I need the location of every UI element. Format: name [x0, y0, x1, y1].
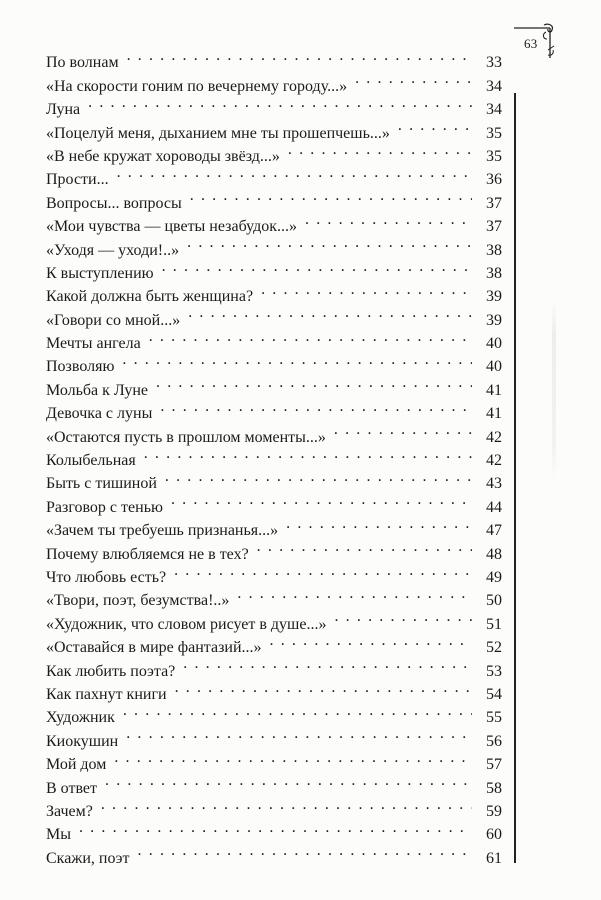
toc-entry-page: 57 [486, 756, 502, 774]
toc-entry-page: 39 [486, 288, 502, 306]
toc-dot-leader [257, 535, 472, 558]
toc-entry-page: 43 [486, 475, 502, 493]
toc-entry-title: Прости... [46, 171, 109, 189]
toc-entry-title: «Зачем ты требуешь признанья...» [46, 522, 279, 540]
toc-entry [46, 114, 502, 142]
toc-entry-title: По волнам [46, 54, 119, 72]
toc-entry-page: 59 [486, 802, 502, 820]
toc-entry-page: 35 [486, 124, 502, 142]
toc-dot-leader [171, 488, 472, 511]
toc-entry-page: 38 [486, 241, 502, 259]
toc-dot-leader [174, 559, 472, 582]
toc-dot-leader [288, 138, 472, 161]
toc-dot-leader [175, 676, 472, 699]
toc-entry-title: В ответ [46, 779, 98, 797]
toc-dot-leader [165, 465, 472, 488]
toc-entry-page: 41 [486, 381, 502, 399]
toc-entry-page: 39 [486, 311, 502, 329]
toc-dot-leader [79, 816, 472, 839]
toc-entry-title: Какой должна быть женщина? [46, 288, 254, 306]
toc-entry-page: 47 [486, 522, 502, 540]
toc-entry-title: Киокушин [46, 732, 119, 750]
bleed-through-mark [552, 300, 556, 480]
toc-entry-page: 55 [486, 709, 502, 727]
toc-dot-leader [105, 769, 472, 792]
toc-entry-page: 34 [486, 77, 502, 95]
toc-entry-page: 37 [486, 194, 502, 212]
toc-entry-title: Почему влюбляемся не в тех? [46, 545, 249, 563]
toc-entry-page: 40 [486, 335, 502, 353]
toc-dot-leader [149, 325, 472, 348]
toc-dot-leader [183, 652, 472, 675]
toc-entry [46, 793, 502, 820]
toc-entry-title: «Художник, что словом рисует в душе...» [46, 615, 327, 633]
toc-entry-title: Луна [46, 101, 81, 119]
toc-entry-page: 36 [486, 171, 502, 189]
toc-dot-leader [88, 91, 472, 114]
toc-entry [46, 839, 502, 867]
toc-entry-title: Как пахнут книги [46, 685, 167, 703]
toc-entry-title: Позволяю [46, 358, 115, 376]
toc-entry-title: Разговор с тенью [46, 498, 163, 516]
toc-dot-leader [334, 605, 472, 628]
toc-entry-title: Что любовь есть? [46, 568, 167, 586]
toc-dot-leader [190, 184, 472, 207]
toc-dot-leader [188, 301, 472, 324]
toc-entry [46, 44, 502, 72]
toc-dot-leader [237, 582, 472, 605]
toc-entry-title: «Твори, поэт, безумства!..» [46, 592, 230, 610]
toc-entry-page: 49 [486, 568, 502, 586]
toc-entry-title: «Поцелуй меня, дыханием мне ты прошепчешь...» [46, 124, 390, 142]
toc-dot-leader [270, 629, 472, 652]
toc-entry-page: 41 [486, 405, 502, 423]
toc-entry [46, 746, 502, 774]
toc-entry-title: Художник [46, 709, 115, 727]
toc-entry-title: К выступлению [46, 264, 154, 282]
toc-dot-leader [398, 114, 472, 137]
toc-entry-page: 42 [486, 428, 502, 446]
toc-entry-title: Мы [46, 826, 71, 844]
toc-entry-page: 38 [486, 264, 502, 282]
toc-entry-title: «Оставайся в мире фантазий...» [46, 639, 262, 657]
toc-entry-title: Зачем? [46, 802, 93, 820]
toc-entry-page: 48 [486, 545, 502, 563]
toc-dot-leader [355, 67, 472, 90]
right-vertical-rule [514, 93, 516, 863]
toc-dot-leader [156, 371, 472, 394]
toc-entry-title: «Говори со мной...» [46, 311, 181, 329]
toc-entry-page: 61 [486, 849, 502, 867]
toc-entry-page: 44 [486, 498, 502, 516]
toc-entry [46, 184, 502, 212]
toc-entry-page: 50 [486, 592, 502, 610]
page-number: 63 [524, 36, 538, 51]
toc-entry [46, 769, 502, 797]
toc-dot-leader [261, 278, 472, 301]
toc-dot-leader [122, 348, 472, 371]
toc-entry-page: 40 [486, 358, 502, 376]
toc-entry-page: 54 [486, 685, 502, 703]
toc-entry-title: Мой дом [46, 756, 107, 774]
toc-dot-leader [286, 512, 472, 535]
toc-entry-title: «Уходя — уходи!..» [46, 241, 180, 259]
toc-dot-leader [126, 722, 472, 745]
toc-entry-title: «Мои чувства — цветы незабудок...» [46, 218, 298, 236]
toc-dot-leader [144, 442, 472, 465]
toc-entry-page: 53 [486, 662, 502, 680]
toc-dot-leader [123, 699, 472, 722]
toc-entry-page: 42 [486, 452, 502, 470]
toc-dot-leader [334, 418, 472, 441]
toc-entry-title: Мечты ангела [46, 335, 141, 353]
toc-entry-title: Мольба к Луне [46, 381, 149, 399]
toc-dot-leader [162, 255, 472, 278]
toc-entry-title: Быть с тишиной [46, 475, 157, 493]
toc-entry-page: 37 [486, 218, 502, 236]
toc-entry-page: 58 [486, 779, 502, 797]
toc-entry-title: «Остаются пусть в прошлом моменты...» [46, 428, 326, 446]
toc-dot-leader [187, 231, 472, 254]
toc-entry-title: Скажи, поэт [46, 849, 130, 867]
toc-entry-title: Колыбельная [46, 452, 136, 470]
toc-entry [46, 816, 502, 844]
toc-dot-leader [138, 839, 472, 862]
toc-entry [46, 91, 502, 119]
toc-entry-page: 52 [486, 639, 502, 657]
toc-entry-title: «На скорости гоним по вечернему городу...» [46, 77, 348, 95]
toc-entry-page: 35 [486, 147, 502, 165]
toc-entry-page: 33 [486, 54, 502, 72]
toc-dot-leader [114, 746, 472, 769]
page-number-area [510, 22, 560, 64]
toc-entry-page: 56 [486, 732, 502, 750]
toc-dot-leader [127, 44, 472, 67]
toc-entry-title: Как любить поэта? [46, 662, 176, 680]
toc-dot-leader [305, 208, 472, 231]
toc-entry-page: 51 [486, 615, 502, 633]
toc-dot-leader [101, 793, 472, 816]
toc-entry-page: 34 [486, 101, 502, 119]
toc-entry-title: Девочка с луны [46, 405, 153, 423]
toc-dot-leader [117, 161, 472, 184]
toc-entry-title: «В небе кружат хороводы звёзд...» [46, 147, 280, 165]
table-of-contents [46, 44, 502, 867]
toc-entry-page: 60 [486, 826, 502, 844]
toc-entry-title: Вопросы... вопросы [46, 194, 182, 212]
toc-dot-leader [160, 395, 472, 418]
